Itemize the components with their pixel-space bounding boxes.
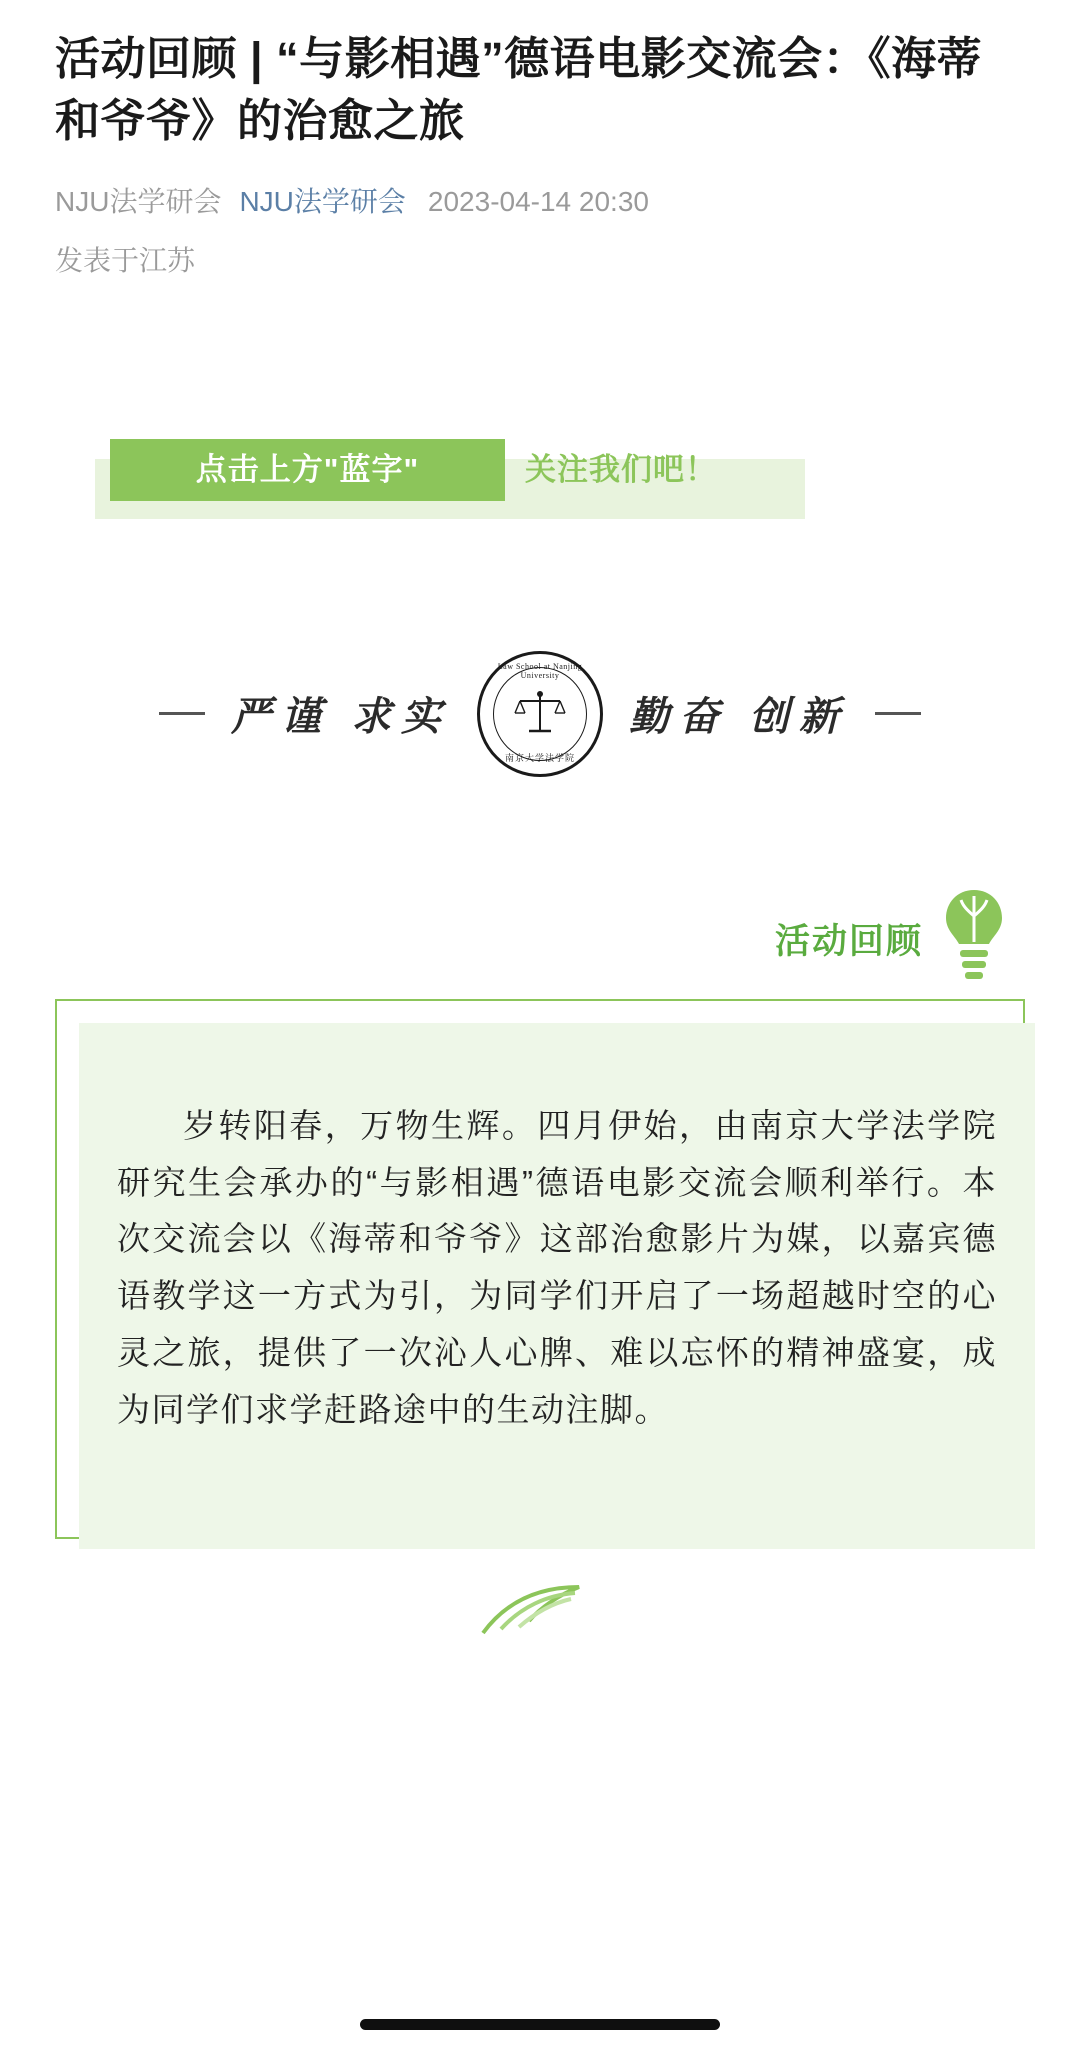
quote-box-fill [79, 1023, 1035, 1549]
page-title: 活动回顾 | “与影相遇”德语电影交流会：《海蒂和爷爷》的治愈之旅 [55, 33, 983, 147]
article-meta [55, 182, 1025, 223]
dash-left-icon [159, 712, 205, 715]
section-title: 活动回顾 [774, 921, 923, 961]
account-link[interactable]: NJU法学研会 [239, 186, 406, 218]
banner-left-text: 点击上方"蓝字" [195, 451, 420, 487]
motto-row [55, 644, 1025, 784]
quote-box [55, 999, 1025, 1539]
account-name: NJU法学研会 [55, 186, 222, 218]
footer-ornament [55, 1585, 1025, 1641]
lightbulb-icon [941, 886, 1007, 991]
home-indicator [360, 2019, 720, 2030]
seal-top-label: Law School at Nanjing University [497, 661, 583, 680]
motto-left-text: 严谨 求实 [231, 694, 451, 740]
seal-inner-ring [493, 667, 587, 761]
publish-location: 发表于江苏 [55, 244, 196, 276]
banner-right-text: 关注我们吧！ [525, 451, 717, 487]
quote-paragraph: 岁转阳春，万物生辉。四月伊始，由南京大学法学院研究生会承办的“与影相遇”德语电影交流会顺利举行。本次交流会以《海蒂和爷爷》这部治愈影片为媒，以嘉宾德语教学这一方式为引，为同学们开启了一场超越时空的心灵之旅，提供了一次沁人心脾、难以忘怀的精神盛宴，成为同学们求学赶路途中的生动注脚。 [117, 1106, 997, 1428]
follow-banner [55, 429, 1025, 539]
timestamp: 2023-04-14 20:30 [427, 186, 649, 218]
leaf-swoosh-icon [475, 1585, 605, 1641]
school-seal-icon [477, 651, 603, 777]
motto-right-text: 勤奋 创新 [629, 694, 849, 740]
section-header [55, 889, 1025, 989]
seal-bottom-label: 南京大学法学院 [504, 752, 575, 763]
dash-right-icon [875, 712, 921, 715]
